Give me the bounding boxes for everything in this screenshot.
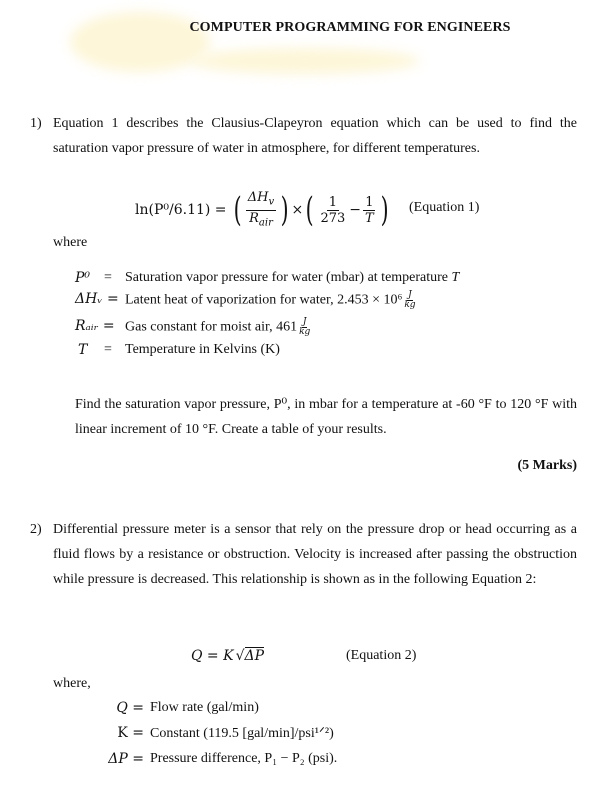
- definition-symbol: Rₐᵢᵣ =: [75, 318, 115, 334]
- question-intro: Equation 1 describes the Clausius-Clapeyron equation which can be used to find the saturation vapor pressure of water in atmosphere, for different temperatures.: [53, 116, 577, 156]
- frac-den: R: [249, 210, 259, 226]
- frac-den: 273: [320, 210, 346, 226]
- where-label: where: [53, 235, 88, 250]
- frac-num: ΔH: [247, 189, 269, 205]
- unit-den: kg: [404, 300, 416, 310]
- equation-label: (Equation 2): [346, 648, 417, 663]
- definition-text: [125, 270, 459, 286]
- definition-symbol: T: [78, 342, 88, 358]
- equation-lhs: ln(P⁰/6.11) =: [135, 202, 227, 218]
- definition-symbol: ΔP =: [108, 751, 144, 767]
- frac-num: 1: [328, 194, 337, 210]
- frac-num: 1: [365, 194, 374, 210]
- minus-sign: −: [349, 202, 362, 218]
- definition-symbol: ΔHᵥ =: [75, 291, 119, 307]
- definition-desc: Gas constant for moist air, 461: [125, 319, 298, 335]
- definition-desc: Flow rate (gal/min): [150, 700, 259, 715]
- equation-lhs: Q = K: [191, 647, 234, 664]
- definition-symbol: P⁰: [75, 270, 91, 286]
- frac-den-sub: air: [258, 217, 273, 229]
- definition-desc: Constant (119.5 [gal/min]/psi¹ᐟ²): [150, 726, 334, 741]
- frac-num-sub: v: [268, 196, 275, 208]
- marks-label: (5 Marks): [517, 458, 577, 473]
- definition-equals: =: [104, 270, 112, 285]
- definition-desc: Saturation vapor pressure for water (mbar) at temperature: [125, 270, 449, 285]
- close-paren-icon: ): [280, 190, 289, 230]
- definition-desc: Pressure difference, P₁ − P₂ (psi).: [150, 751, 338, 766]
- question-task: Find the saturation vapor pressure, P⁰, in mbar for a temperature at -60 °F to 120 °F with linear increment of 10 °F. Create a table of your results.: [75, 397, 577, 437]
- unit-fraction: [299, 318, 310, 337]
- equation-1: [135, 185, 391, 235]
- question-number: 2): [30, 522, 42, 537]
- definition-text: [125, 291, 416, 310]
- definition-desc: Latent heat of vaporization for water, 2.453 × 10⁶: [125, 292, 403, 308]
- equation-2: [191, 647, 264, 664]
- question-number: 1): [30, 116, 42, 131]
- open-paren-icon: (: [233, 190, 242, 230]
- definition-tail: T: [451, 270, 460, 285]
- unit-num: J: [302, 317, 307, 327]
- question-intro: Differential pressure meter is a sensor that rely on the pressure drop or head occurring as a fluid flows by a resistance or obstruction. Velocity is increased after passing the obstruction while pressure is decreased. This relationship is shown as in the following Equation 2:: [53, 522, 577, 587]
- fraction-one-over-273: [318, 195, 347, 226]
- definition-symbol: K =: [117, 725, 144, 741]
- times-sign: ×: [291, 202, 304, 218]
- sqrt-icon: √: [235, 647, 245, 664]
- definition-desc: Temperature in Kelvins (K): [125, 342, 280, 357]
- unit-num: J: [408, 290, 412, 300]
- radicand: ΔP: [244, 648, 265, 664]
- definition-symbol: Q =: [116, 700, 144, 716]
- unit-fraction: [404, 291, 415, 310]
- equation-label: (Equation 1): [409, 200, 480, 215]
- close-paren-icon: ): [380, 190, 389, 230]
- where-label: where,: [53, 676, 91, 691]
- definition-text: [125, 318, 310, 337]
- fraction-one-over-t: [363, 195, 376, 226]
- unit-den: kg: [299, 327, 311, 337]
- fraction-latent-heat: [246, 190, 276, 230]
- frac-den: T: [365, 210, 374, 226]
- open-paren-icon: (: [305, 190, 314, 230]
- definition-equals: =: [104, 342, 112, 357]
- document-title: COMPUTER PROGRAMMING FOR ENGINEERS: [189, 20, 511, 35]
- highlight-mark: [190, 48, 420, 74]
